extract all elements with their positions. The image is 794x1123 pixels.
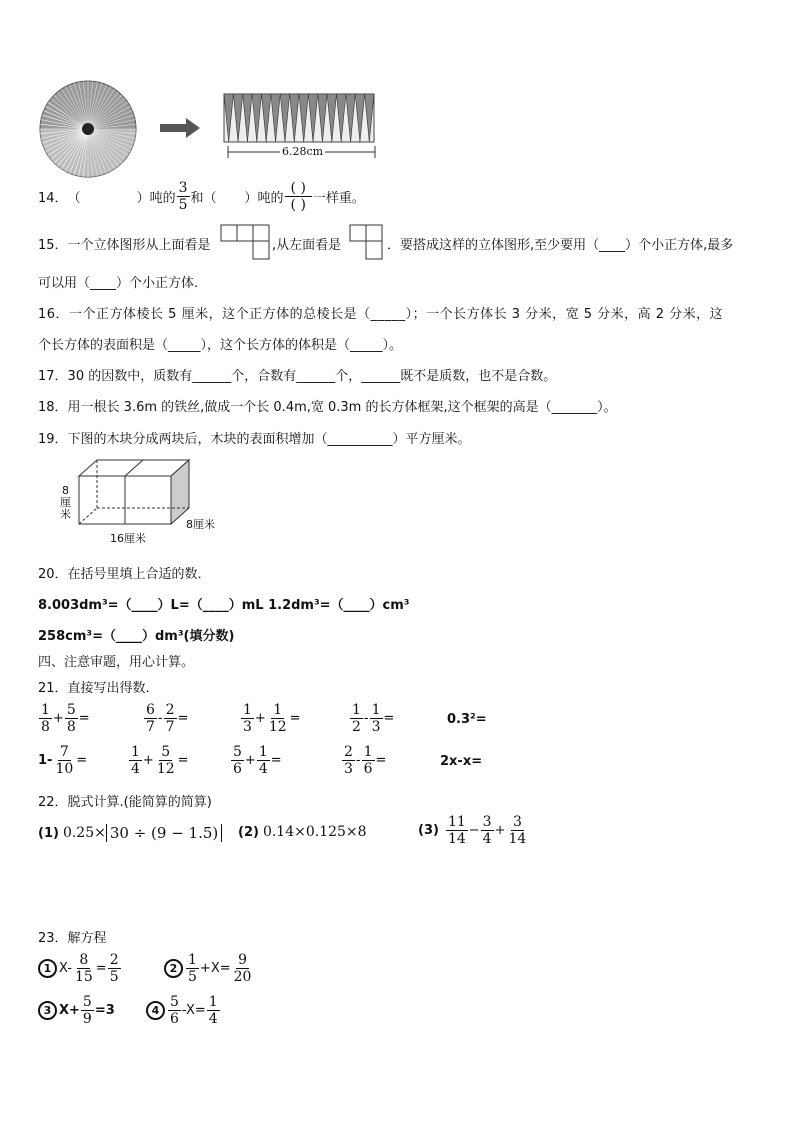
q22-bracket-expr: 30 ÷ (9 − 1.5): [106, 824, 222, 842]
section-4-title: 四、注意审题，用心计算。: [38, 655, 195, 670]
top-view-shape: [220, 224, 272, 262]
q14-text-5: 一样重。: [312, 191, 365, 206]
strip-length-label: 6.28cm: [282, 145, 324, 158]
q21-item-3: $\frac{1}{3}$ + $\frac{1}{12}$ =: [243, 702, 301, 735]
left-view-shape: [349, 224, 385, 262]
circle-sectors-figure: [36, 80, 140, 178]
q21-item-4: $\frac{1}{2}$ - $\frac{1}{3}$ =: [352, 702, 395, 735]
q21-item-7: $\frac{1}{4}$ + $\frac{5}{12}$ =: [131, 744, 189, 777]
q23-equation-2: 2 $\frac{1}{5}$ +X= $\frac{9}{20}$: [164, 952, 254, 985]
question-15-line-1: [38, 234, 211, 253]
q23-equation-4: 4 $\frac{5}{6}$ -X= $\frac{1}{4}$: [146, 994, 221, 1027]
q21-item-2: $\frac{6}{7}$ - $\frac{2}{7}$ =: [146, 702, 189, 735]
q15-text-1: 15．一个立体图形从上面看是: [38, 238, 211, 253]
question-22-title: 22．脱式计算.(能简算的简算): [38, 795, 212, 810]
q22-part-2: (2) 0.14×0.125×8: [238, 824, 367, 840]
question-23-title: 23．解方程: [38, 931, 107, 946]
question-18: 18．用一根长 3.6m 的铁丝,做成一个长 0.4m,宽 0.3m 的长方体框架,这个框架的高是（_______）。: [38, 400, 617, 415]
question-19: 19．下图的木块分成两块后，木块的表面积增加（__________）平方厘米。: [38, 432, 471, 447]
q14-text-2: ）吨的: [136, 191, 176, 206]
q14-fraction-2: $\frac{( )}{( )}$: [285, 180, 312, 213]
question-17: 17．30 的因数中，质数有______个，合数有______个，______既不是质数，也不是合数。: [38, 369, 557, 384]
question-20-line-2: 258cm³=（____）dm³(填分数): [38, 629, 235, 644]
question-16-line-2: 个长方体的表面积是（_____），这个长方体的体积是（_____）。: [38, 338, 403, 353]
block-height-label: 8 厘 米: [60, 484, 71, 521]
block-width-label: 16厘米: [110, 532, 146, 545]
q21-item-10: 2x-x=: [440, 754, 483, 769]
wood-block-figure: [76, 458, 196, 528]
q21-item-5: 0.3²=: [447, 712, 487, 727]
q21-item-8: $\frac{5}{6}$ + $\frac{1}{4}$ =: [233, 744, 282, 777]
q15-text-mid: ,从左面看是: [272, 238, 342, 253]
q22-part-1: (1) 0.25× 30 ÷ (9 − 1.5): [38, 824, 222, 842]
q23-equation-3: 3 X+ $\frac{5}{9}$ =3: [38, 994, 115, 1027]
arrow-icon: [160, 118, 202, 138]
q14-number: 14．: [38, 191, 68, 206]
question-15-line-2: 可以用（____）个小正方体.: [38, 276, 199, 291]
q21-item-9: $\frac{2}{3}$ - $\frac{1}{6}$ =: [344, 744, 387, 777]
q21-item-1: $\frac{1}{8}$ + $\frac{5}{8}$ =: [41, 702, 90, 735]
question-20-line-1: 8.003dm³=（____）L=（____）mL 1.2dm³=（____）cm³: [38, 598, 410, 613]
q14-text-1: （: [67, 191, 81, 206]
question-20-title: 20．在括号里填上合适的数．: [38, 567, 211, 582]
q14-text-3: 和（: [190, 191, 217, 206]
question-14: [38, 180, 365, 213]
question-16-line-1: 16．一个正方体棱长 5 厘米，这个正方体的总棱长是（_____）；一个长方体长 3 分米，宽 5 分米，高 2 分米，这: [38, 307, 724, 322]
q14-text-4: ）吨的: [244, 191, 284, 206]
q14-fraction-1: $\frac{3}{5}$: [178, 180, 188, 213]
q15-text-tail: ．要搭成这样的立体图形,至少要用（____）个小正方体,最多: [387, 238, 734, 253]
q21-item-6: 1- $\frac{7}{10}$ =: [38, 744, 88, 777]
q22-part-3: (3) $\frac{11}{14}$ − $\frac{3}{4}$ + $\frac{3}{14}$: [418, 814, 527, 847]
block-depth-label: 8厘米: [186, 518, 215, 531]
question-21-title: 21．直接写出得数.: [38, 681, 150, 696]
q23-equation-1: 1 X- $\frac{8}{15}$ = $\frac{2}{5}$: [38, 952, 122, 985]
